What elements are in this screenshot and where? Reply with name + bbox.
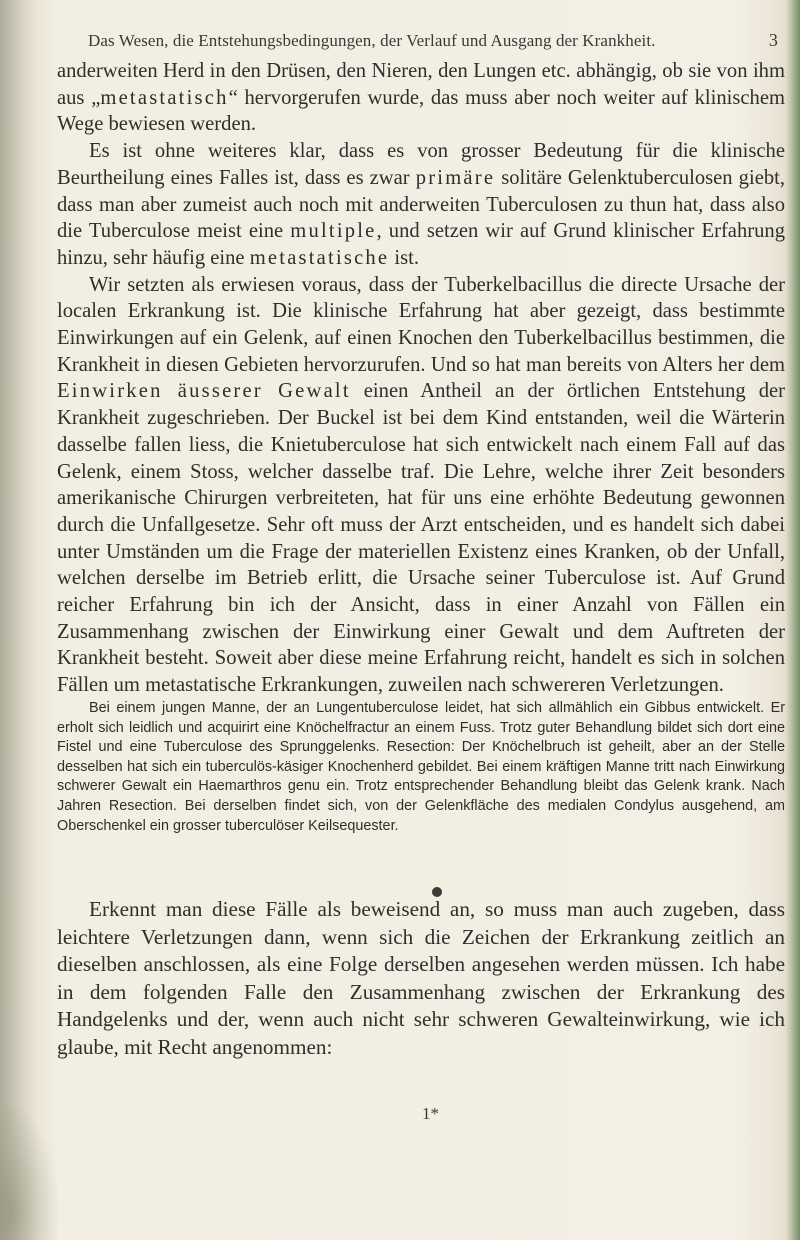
case-note-paragraph: Bei einem jungen Manne, der an Lungentuberculose leidet, hat sich allmählich ein Gibbus entwickelt. Er erholt sich leidlich und acquirirt eine Knöchelfractur an einem Fuss. Trotz guter Behandlung bildet sich dort eine Fistel und eine Tuberculose des Sprunggelenks. Resection: Der Knöchelbruch ist geheilt, aber an der Stelle desselben hat sich ein tuberculös-käsiger Knochenherd gebildet. Bei einem kräftigen Manne tritt nach Einwirkung schwerer Gewalt ein Haemarthros genu ein. Trotz entsprechender Behandlung bleibt das Gelenk krank. Nach Jahren Resection. Bei derselben findet sich, von der Gelenkfläche des medialen Condylus ausgehend, am Oberschenkel ein grosser tuberculöser Keilsequester. xyxy=(57,700,785,834)
text-run: “ hervorgerufen wurde, das muss aber noch weiter auf klinischem Wege bewiesen werden. xyxy=(57,86,785,136)
page-stain xyxy=(0,1100,60,1240)
body-paragraph xyxy=(57,138,785,272)
page-gutter-shadow xyxy=(0,0,38,1240)
text-run: ist. xyxy=(389,246,420,269)
running-header xyxy=(88,30,778,51)
main-text xyxy=(57,58,785,699)
text-run: Es ist ohne weiteres klar, dass es von grosser Bedeutung für die klinische Beurtheilung eines Falles ist, dass es zwar xyxy=(57,140,785,189)
text-run: solitäre Gelenktuberculosen giebt, dass man aber zumeist auch noch mit anderweiten Tuberculosen zu thun hat, dass also die Tuberculose meist eine xyxy=(57,166,785,243)
closing-text xyxy=(57,896,785,1061)
page-edge xyxy=(786,0,800,1240)
emphasized-text: metastatisch xyxy=(100,86,229,109)
emphasized-text: Einwirken äusserer Gewalt xyxy=(57,380,351,403)
text-run: , und setzen wir auf Grund klinischer Erfahrung hinzu, sehr häufig eine xyxy=(57,220,785,269)
case-note xyxy=(57,699,785,836)
signature-mark: 1* xyxy=(422,1104,439,1123)
emphasized-text: primäre xyxy=(415,166,496,189)
body-paragraph xyxy=(57,58,785,138)
text-run: Wir setzten als erwiesen voraus, dass der Tuberkelbacillus die directe Ursache der localen Erkrankung ist. Die klinische Erfahrung hat aber gezeigt, dass bestimmte Einwirkungen auf ein Gelenk, auf einen Knochen den Tuberkelbacillus bestimmen, die Krankheit in diesen Gebieten hervorzurufen. Und so hat man bereits von Alters her dem xyxy=(57,273,785,376)
body-paragraph xyxy=(57,272,785,699)
emphasized-text: multiple xyxy=(290,220,377,243)
closing-paragraph: Erkennt man diese Fälle als beweisend an, so muss man auch zugeben, dass leichtere Verletzungen dann, wenn sich die Zeichen der Erkrankung zeitlich an dieselben anschlossen, als eine Folge derselben angesehen werden müssen. Ich habe in dem folgenden Falle den Zusammenhang zwischen der Erkrankung des Handgelenks und der, wenn auch nicht sehr schweren Gewalteinwirkung, wie ich glaube, mit Recht angenommen: xyxy=(57,897,785,1059)
page-number: 3 xyxy=(768,30,778,50)
emphasized-text: metastatische xyxy=(249,246,390,269)
text-run: anderweiten Herd in den Drüsen, den Nieren, den Lungen etc. abhängig, ob sie von ihm aus „ xyxy=(57,60,785,109)
running-title: Das Wesen, die Entstehungsbedingungen, der Verlauf und Ausgang der Krankheit. xyxy=(88,31,656,50)
text-run: einen Antheil an der örtlichen Entstehung der Krankheit zugeschrieben. Der Buckel ist bei dem Kind entstanden, weil die Wärterin dasselbe fallen liess, die Knietuberculose hat sich entwickelt nach einem Fall auf das Gelenk, einem Stoss, welcher dasselbe traf. Die Lehre, welche ihrer Zeit besonders amerikanische Chirurgen verbreiteten, hat für uns eine erhöhte Bedeutung gewonnen durch die Unfallgesetze. Sehr oft muss der Arzt entscheiden, und es handelt sich dabei unter Umständen um die Frage der materiellen Existenz eines Kranken, ob der Unfall, welchen derselbe im Betrieb erlitt, die Ursache seiner Tuberculose ist. Auf Grund reicher Erfahrung bin ich der Ansicht, dass in einer Anzahl von Fällen ein Zusammenhang zwischen der Einwirkung einer Gewalt und dem Auftreten der Krankheit besteht. Soweit aber diese meine Erfahrung reicht, handelt es sich in solchen Fällen um metastatische Erkrankungen, zuweilen nach schwereren Verletzungen. xyxy=(57,380,786,697)
